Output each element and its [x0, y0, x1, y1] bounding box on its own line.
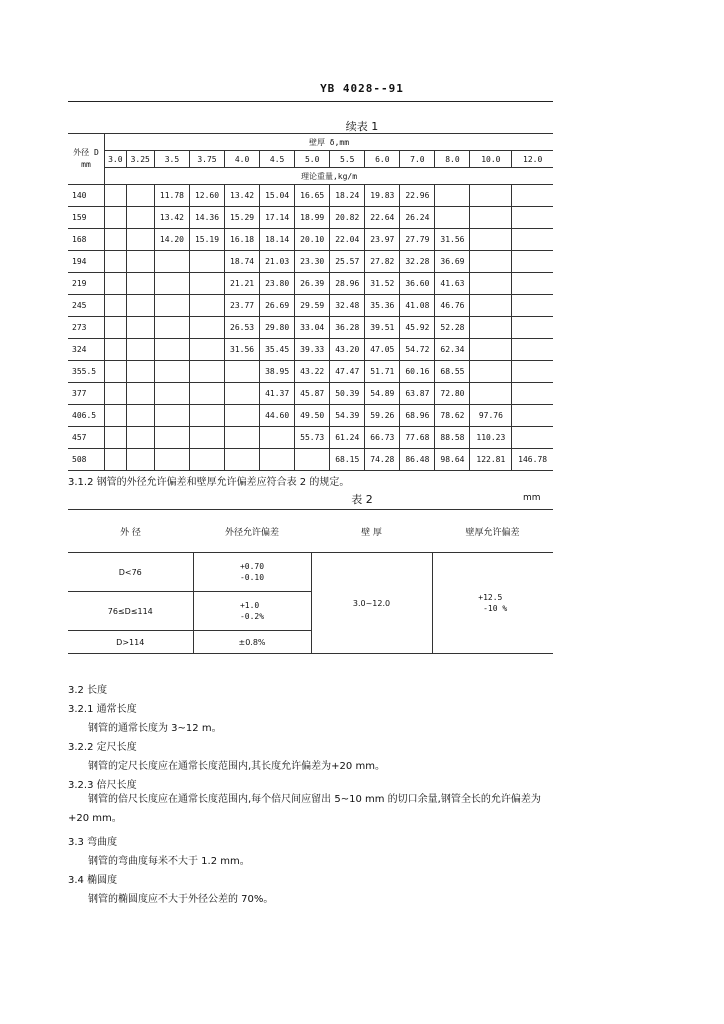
- para-3-3: 钢管的弯曲度每米不大于 1.2 mm。: [88, 856, 250, 867]
- weight-cell: [435, 207, 470, 229]
- weight-cell: [225, 405, 260, 427]
- weight-cell: 88.58: [435, 427, 470, 449]
- weight-cell: 54.39: [330, 405, 365, 427]
- weight-cell: [512, 317, 553, 339]
- weight-cell: 22.04: [330, 229, 365, 251]
- weight-cell: 33.04: [295, 317, 330, 339]
- weight-cell: 20.82: [330, 207, 365, 229]
- od-header: [68, 134, 105, 185]
- t2-od-tol-cell: ±0.8%: [193, 631, 311, 654]
- wall-tol-suffix: %: [502, 604, 508, 613]
- weight-cell: 13.42: [225, 185, 260, 207]
- weight-cell: 16.18: [225, 229, 260, 251]
- od-cell: 219: [68, 273, 105, 295]
- wall-value-header: 8.0: [435, 151, 470, 168]
- weight-cell: [105, 339, 127, 361]
- weight-cell: 26.24: [400, 207, 435, 229]
- weight-cell: 18.14: [260, 229, 295, 251]
- weight-cell: 47.05: [365, 339, 400, 361]
- weight-cell: [154, 449, 189, 471]
- weight-cell: 18.99: [295, 207, 330, 229]
- weight-cell: 11.78: [154, 185, 189, 207]
- weight-cell: 78.62: [435, 405, 470, 427]
- table-row: [68, 449, 553, 471]
- weight-cell: [189, 317, 224, 339]
- tol-lower: -0.10: [239, 573, 265, 582]
- weight-cell: 41.08: [400, 295, 435, 317]
- weight-cell: [154, 339, 189, 361]
- weight-cell: 45.87: [295, 383, 330, 405]
- weight-cell: [470, 383, 512, 405]
- tol-lower: -0.2: [239, 612, 260, 621]
- weight-cell: 29.80: [260, 317, 295, 339]
- weight-cell: 146.78: [512, 449, 553, 471]
- weight-cell: [105, 317, 127, 339]
- weight-cell: 26.53: [225, 317, 260, 339]
- heading-3-2-3: 3.2.3 倍尺长度: [68, 780, 137, 791]
- weight-cell: [512, 339, 553, 361]
- wall-header: 壁厚 δ,mm: [105, 134, 554, 151]
- weight-cell: 21.21: [225, 273, 260, 295]
- weight-cell: 63.87: [400, 383, 435, 405]
- weight-cell: 13.42: [154, 207, 189, 229]
- t2-wall-tol-cell: [432, 553, 553, 654]
- weight-cell: [225, 361, 260, 383]
- weight-cell: [435, 185, 470, 207]
- weight-cell: [105, 427, 127, 449]
- weight-cell: 23.97: [365, 229, 400, 251]
- weight-cell: [126, 229, 154, 251]
- table-row: [68, 251, 553, 273]
- wall-value-header: 3.5: [154, 151, 189, 168]
- od-cell: 508: [68, 449, 105, 471]
- weight-cell: 38.95: [260, 361, 295, 383]
- weight-cell: 97.76: [470, 405, 512, 427]
- weight-cell: 20.10: [295, 229, 330, 251]
- t2-od-cell: D<76: [68, 553, 193, 592]
- weight-cell: 68.15: [330, 449, 365, 471]
- weight-cell: [105, 251, 127, 273]
- weight-cell: 44.60: [260, 405, 295, 427]
- weight-cell: 17.14: [260, 207, 295, 229]
- table-row: [68, 185, 553, 207]
- weight-cell: 122.81: [470, 449, 512, 471]
- heading-3-4: 3.4 椭圆度: [68, 875, 118, 886]
- weight-cell: 35.36: [365, 295, 400, 317]
- weight-cell: [105, 361, 127, 383]
- weight-cell: 43.22: [295, 361, 330, 383]
- weight-cell: 52.28: [435, 317, 470, 339]
- wall-value-header: 4.5: [260, 151, 295, 168]
- weight-cell: [126, 405, 154, 427]
- weight-cell: 28.96: [330, 273, 365, 295]
- weight-cell: 23.77: [225, 295, 260, 317]
- weight-cell: [126, 449, 154, 471]
- weight-cell: 39.33: [295, 339, 330, 361]
- weight-cell: 32.28: [400, 251, 435, 273]
- weight-cell: 15.04: [260, 185, 295, 207]
- weight-cell: [512, 361, 553, 383]
- weight-cell: [154, 427, 189, 449]
- weight-cell: [225, 383, 260, 405]
- weight-cell: 31.56: [435, 229, 470, 251]
- weight-cell: [105, 449, 127, 471]
- weight-cell: [225, 427, 260, 449]
- weight-cell: [189, 339, 224, 361]
- weight-cell: 15.29: [225, 207, 260, 229]
- weight-cell: 26.39: [295, 273, 330, 295]
- weight-cell: [126, 207, 154, 229]
- weight-header: 理论重量,kg/m: [105, 168, 554, 185]
- header-rule: [68, 101, 553, 102]
- weight-cell: 36.60: [400, 273, 435, 295]
- weight-cell: 77.68: [400, 427, 435, 449]
- od-cell: 406.5: [68, 405, 105, 427]
- table-row: [68, 229, 553, 251]
- weight-cell: 35.45: [260, 339, 295, 361]
- weight-cell: 39.51: [365, 317, 400, 339]
- weight-cell: 31.52: [365, 273, 400, 295]
- weight-cell: [512, 427, 553, 449]
- weight-cell: 61.24: [330, 427, 365, 449]
- weight-cell: [512, 405, 553, 427]
- weight-cell: 43.20: [330, 339, 365, 361]
- table2-unit: mm: [523, 493, 541, 503]
- weight-cell: 23.30: [295, 251, 330, 273]
- t2-wall-cell: 3.0~12.0: [311, 553, 432, 654]
- wall-value-header: 12.0: [512, 151, 553, 168]
- weight-cell: [470, 339, 512, 361]
- weight-cell: [189, 295, 224, 317]
- wall-value-header: 3.25: [126, 151, 154, 168]
- weight-cell: 47.47: [330, 361, 365, 383]
- wall-value-header: 5.0: [295, 151, 330, 168]
- wall-tol-upper: +12.5: [478, 593, 503, 602]
- weight-cell: [189, 405, 224, 427]
- weight-cell: 26.69: [260, 295, 295, 317]
- weight-cell: [470, 317, 512, 339]
- wall-value-header: 4.0: [225, 151, 260, 168]
- weight-cell: 72.80: [435, 383, 470, 405]
- od-cell: 245: [68, 295, 105, 317]
- wall-value-header: 10.0: [470, 151, 512, 168]
- weight-cell: 54.89: [365, 383, 400, 405]
- weight-cell: [470, 273, 512, 295]
- wall-value-header: 3.0: [105, 151, 127, 168]
- weight-cell: [126, 361, 154, 383]
- weight-cell: 54.72: [400, 339, 435, 361]
- heading-3-3: 3.3 弯曲度: [68, 837, 118, 848]
- weight-cell: 12.60: [189, 185, 224, 207]
- weight-cell: [126, 339, 154, 361]
- table-row: [68, 405, 553, 427]
- od-cell: 355.5: [68, 361, 105, 383]
- wall-tol-lower: -10: [483, 604, 498, 613]
- wall-value-header: 5.5: [330, 151, 365, 168]
- weight-cell: [154, 295, 189, 317]
- weight-cell: 86.48: [400, 449, 435, 471]
- heading-3-2-2: 3.2.2 定尺长度: [68, 742, 137, 753]
- weight-cell: 41.63: [435, 273, 470, 295]
- weight-cell: 18.24: [330, 185, 365, 207]
- od-label: 外径 D: [73, 148, 99, 157]
- weight-cell: 110.23: [470, 427, 512, 449]
- weight-cell: [126, 273, 154, 295]
- od-cell: 324: [68, 339, 105, 361]
- weight-cell: [470, 295, 512, 317]
- weight-cell: 59.26: [365, 405, 400, 427]
- weight-cell: [225, 449, 260, 471]
- weight-cell: [189, 251, 224, 273]
- weight-cell: [154, 273, 189, 295]
- table-row: [68, 207, 553, 229]
- weight-cell: [470, 229, 512, 251]
- t2-od-cell: 76≤D≤114: [68, 592, 193, 631]
- weight-cell: [105, 383, 127, 405]
- weight-cell: 51.71: [365, 361, 400, 383]
- weight-cell: 60.16: [400, 361, 435, 383]
- weight-cell: [154, 383, 189, 405]
- weight-cell: 46.76: [435, 295, 470, 317]
- weight-cell: 14.36: [189, 207, 224, 229]
- weight-cell: [189, 383, 224, 405]
- table-row: [68, 317, 553, 339]
- standard-code: YB 4028--91: [320, 82, 404, 95]
- od-cell: 457: [68, 427, 105, 449]
- weight-cell: [105, 185, 127, 207]
- weight-cell: [512, 383, 553, 405]
- weight-cell: [512, 251, 553, 273]
- weight-cell: 32.48: [330, 295, 365, 317]
- weight-cell: 68.96: [400, 405, 435, 427]
- weight-cell: [512, 185, 553, 207]
- weight-cell: [512, 273, 553, 295]
- od-cell: 140: [68, 185, 105, 207]
- weight-cell: [126, 383, 154, 405]
- od-cell: 159: [68, 207, 105, 229]
- weight-cell: [154, 317, 189, 339]
- weight-cell: 50.39: [330, 383, 365, 405]
- od-cell: 377: [68, 383, 105, 405]
- table-row: [68, 383, 553, 405]
- weight-cell: [105, 207, 127, 229]
- weight-cell: 27.82: [365, 251, 400, 273]
- weight-cell: 25.57: [330, 251, 365, 273]
- weight-cell: 27.79: [400, 229, 435, 251]
- t2-header-wall-tol: 壁厚允许偏差: [432, 510, 553, 553]
- weight-cell: [154, 251, 189, 273]
- weight-cell: [105, 295, 127, 317]
- weight-cell: 41.37: [260, 383, 295, 405]
- weight-cell: [105, 273, 127, 295]
- weight-cell: [512, 229, 553, 251]
- weight-cell: 22.96: [400, 185, 435, 207]
- weight-cell: 18.74: [225, 251, 260, 273]
- weight-cell: [126, 251, 154, 273]
- weight-cell: [295, 449, 330, 471]
- weight-cell: [260, 449, 295, 471]
- table-row: [68, 361, 553, 383]
- weight-cell: 23.80: [260, 273, 295, 295]
- weight-cell: 14.20: [154, 229, 189, 251]
- heading-3-2-1: 3.2.1 通常长度: [68, 704, 137, 715]
- weight-cell: [470, 185, 512, 207]
- weight-cell: [126, 427, 154, 449]
- weight-cell: 29.59: [295, 295, 330, 317]
- t2-header-wall: 壁 厚: [311, 510, 432, 553]
- od-cell: 273: [68, 317, 105, 339]
- t2-od-tol-cell: [193, 592, 311, 631]
- wall-value-header: 6.0: [365, 151, 400, 168]
- tol-suffix: %: [259, 612, 265, 621]
- weight-cell: 36.28: [330, 317, 365, 339]
- weight-cell: 21.03: [260, 251, 295, 273]
- weight-cell: [154, 405, 189, 427]
- weight-cell: [126, 185, 154, 207]
- weight-cell: [189, 449, 224, 471]
- table-row: [68, 427, 553, 449]
- weight-cell: [154, 361, 189, 383]
- weight-cell: [189, 427, 224, 449]
- weight-cell: 49.50: [295, 405, 330, 427]
- weight-cell: 15.19: [189, 229, 224, 251]
- weight-cell: [189, 273, 224, 295]
- clause-3-1-2: 3.1.2 钢管的外径允许偏差和壁厚允许偏差应符合表 2 的规定。: [68, 477, 350, 488]
- od-cell: 194: [68, 251, 105, 273]
- weight-cell: 22.64: [365, 207, 400, 229]
- weight-cell: 55.73: [295, 427, 330, 449]
- weight-cell: 16.65: [295, 185, 330, 207]
- table1-caption: 续表 1: [345, 120, 379, 133]
- tol-upper: +0.70: [239, 562, 265, 571]
- weight-cell: 74.28: [365, 449, 400, 471]
- para-3-2-2: 钢管的定尺长度应在通常长度范围内,其长度允许偏差为+20 mm。: [88, 761, 385, 772]
- weight-cell: [470, 207, 512, 229]
- weight-cell: 66.73: [365, 427, 400, 449]
- tol-upper: +1.0: [239, 601, 260, 610]
- wall-value-header: 7.0: [400, 151, 435, 168]
- wall-value-header: 3.75: [189, 151, 224, 168]
- para-3-2-3: 钢管的倍尺长度应在通常长度范围内,每个倍尺间应留出 5~10 mm 的切口余量,钢管全长的允许偏差为+20 mm。: [68, 794, 541, 824]
- heading-3-2: 3.2 长度: [68, 685, 108, 696]
- t2-od-cell: D>114: [68, 631, 193, 654]
- od-cell: 168: [68, 229, 105, 251]
- t2-header-od-tol: 外径允许偏差: [193, 510, 311, 553]
- weight-cell: [470, 361, 512, 383]
- table-row: [68, 295, 553, 317]
- weight-cell: [189, 361, 224, 383]
- weight-cell: [126, 317, 154, 339]
- table-row: [68, 339, 553, 361]
- weight-cell: [105, 405, 127, 427]
- table-row: [68, 273, 553, 295]
- weight-cell: 68.55: [435, 361, 470, 383]
- table2: [68, 509, 553, 654]
- t2-header-od: 外 径: [68, 510, 193, 553]
- weight-cell: [105, 229, 127, 251]
- weight-cell: 62.34: [435, 339, 470, 361]
- para-3-4: 钢管的椭圆度应不大于外径公差的 70%。: [88, 894, 274, 905]
- weight-cell: 31.56: [225, 339, 260, 361]
- t2-od-tol-cell: [193, 553, 311, 592]
- weight-cell: 19.83: [365, 185, 400, 207]
- table2-caption: 表 2: [351, 493, 373, 506]
- weight-cell: 45.92: [400, 317, 435, 339]
- od-unit: mm: [81, 160, 91, 169]
- weight-cell: 36.69: [435, 251, 470, 273]
- weight-cell: [512, 207, 553, 229]
- para-3-2-1: 钢管的通常长度为 3~12 m。: [88, 723, 222, 734]
- weight-cell: 98.64: [435, 449, 470, 471]
- weight-cell: [126, 295, 154, 317]
- weight-cell: [470, 251, 512, 273]
- table1: [68, 133, 553, 471]
- weight-cell: [260, 427, 295, 449]
- weight-cell: [512, 295, 553, 317]
